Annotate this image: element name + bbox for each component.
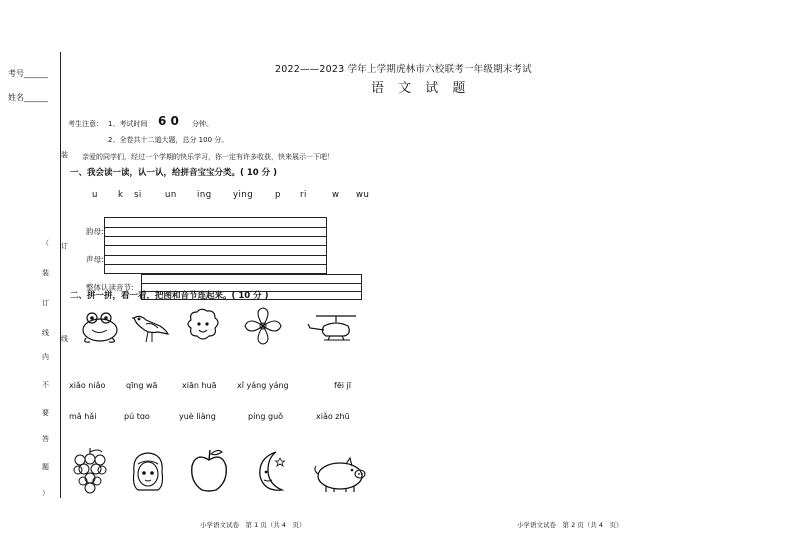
footer-page-1: 小学语文试卷 第 1 页（共 4 页） (200, 521, 306, 529)
syllable: k (118, 190, 124, 200)
grapes-picture (70, 446, 110, 496)
binding-notice-char: 线 (42, 329, 49, 337)
lamb-picture (183, 306, 223, 346)
notes-line1-time: 6 0 (158, 114, 179, 128)
pinyin-option[interactable]: xiǎo zhū (316, 412, 350, 421)
vowel-answer-grid[interactable] (104, 217, 327, 246)
flower-picture (243, 306, 283, 348)
exam-number-field[interactable]: 考号______ (8, 69, 48, 78)
binding-notice-char: （ (42, 239, 49, 247)
moon-picture (252, 448, 292, 494)
syllable: ri (300, 190, 307, 200)
consonant-label: 声母: (86, 255, 104, 264)
syllable: w (332, 190, 340, 200)
apple-picture (188, 446, 230, 494)
pinyin-option[interactable]: xǐ yáng yáng (237, 381, 289, 390)
notes-line1-suffix: 分钟。 (192, 120, 213, 128)
exam-title: 2022——2023 学年上学期虎林市六校联考一年级期末考试 (275, 64, 532, 75)
consonant-answer-grid[interactable] (104, 245, 327, 274)
pinyin-option[interactable]: píng guǒ (248, 412, 284, 421)
syllable: ing (197, 190, 212, 200)
pinyin-option[interactable]: pú tɑo (124, 412, 150, 421)
pinyin-option[interactable]: xiǎo niǎo (69, 381, 106, 390)
pinyin-option[interactable]: mǎ hǎi (69, 412, 97, 421)
syllable: un (165, 190, 177, 200)
pig-picture (312, 456, 368, 494)
binding-notice-char: 答 (42, 435, 49, 443)
binding-notice-char: 内 (42, 353, 49, 361)
binding-notice-char: 题 (42, 463, 49, 471)
syllable: wu (356, 190, 370, 200)
exam-subtitle: 语 文 试 题 (371, 81, 471, 96)
pinyin-option[interactable]: fēi jī (334, 381, 351, 390)
notes-label: 考生注意： (68, 120, 103, 128)
notes-line1-prefix: 1、考试时间 (108, 120, 148, 128)
frog-picture (78, 308, 120, 344)
syllable: ying (233, 190, 254, 200)
greeting-text: 亲爱的同学们，经过一个学期的快乐学习，你一定有许多收获，快来展示一下吧！ (82, 153, 334, 161)
binding-notice-char: 装 (42, 269, 49, 277)
section2-title: 二、拼一拼，看一看，把图和音节连起来。( 10 分 ) (70, 291, 269, 301)
binding-notice-char: 不 (42, 381, 49, 389)
vowel-label: 韵母: (86, 227, 104, 236)
helicopter-picture (306, 312, 364, 346)
section1-title: 一、我会读一读，认一认，给拼音宝宝分类。( 10 分 ) (70, 168, 277, 178)
binding-notice-char: 要 (42, 409, 49, 417)
bird-picture (130, 310, 170, 344)
binding-notice-char: ） (42, 489, 49, 497)
binding-line (60, 52, 61, 498)
whole-syllable-label: 整体认读音节: (86, 283, 134, 292)
student-name-field[interactable]: 姓名______ (8, 93, 48, 102)
syllable: p (275, 190, 281, 200)
binding-xian: 线 (61, 335, 68, 343)
syllable: u (92, 190, 98, 200)
syllable: si (134, 190, 142, 200)
footer-page-2: 小学语文试卷 第 2 页（共 4 页） (517, 521, 623, 529)
pinyin-option[interactable]: xiān huā (182, 381, 217, 390)
girl-picture (128, 450, 168, 494)
binding-ding: 订 (61, 242, 68, 250)
binding-zhuang: 装 (61, 151, 68, 159)
pinyin-option[interactable]: qīng wā (126, 381, 158, 390)
pinyin-option[interactable]: yuè liàng (179, 412, 216, 421)
notes-line2: 2、全卷共十二道大题，总分 100 分。 (108, 136, 229, 144)
binding-notice-char: 订 (42, 299, 49, 307)
